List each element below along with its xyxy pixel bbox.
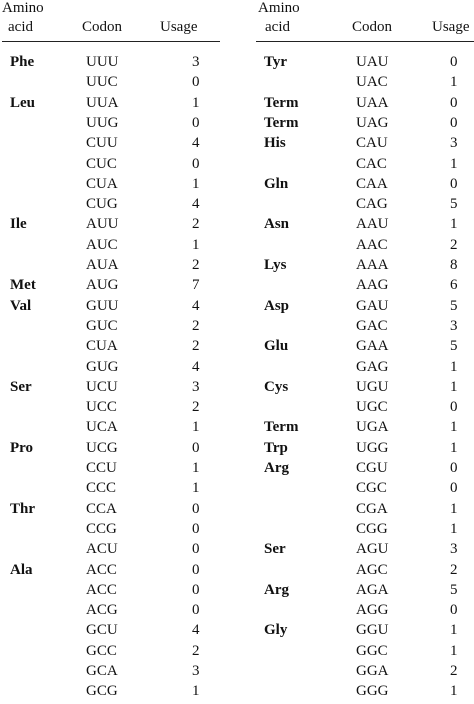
right-table-row: [0, 519, 474, 539]
codon-cell: UUU: [86, 54, 119, 70]
usage-cell: 1: [450, 419, 458, 436]
codon-cell: AGA: [356, 581, 389, 598]
amino-acid-cell: Pro: [10, 439, 34, 456]
codon-cell: CUU: [86, 135, 118, 152]
usage-cell: 2: [450, 236, 458, 253]
right-header-codon: Codon: [352, 19, 393, 35]
right-table-row: [0, 560, 474, 580]
usage-cell: 2: [192, 216, 200, 233]
codon-cell: UUA: [86, 94, 119, 111]
right-table-row: [0, 641, 474, 661]
usage-cell: 0: [192, 114, 200, 131]
codon-cell: GAC: [356, 317, 388, 334]
amino-acid-cell: Phe: [10, 54, 35, 70]
usage-cell: 0: [450, 480, 458, 497]
usage-cell: 1: [192, 683, 200, 700]
codon-cell: GCA: [86, 663, 118, 679]
usage-cell: 7: [192, 277, 200, 294]
codon-cell: GCG: [86, 683, 118, 700]
codon-cell: GGG: [356, 683, 389, 700]
amino-acid-cell: Gly: [264, 622, 288, 639]
codon-cell: CCU: [86, 460, 117, 476]
codon-cell: ACC: [86, 561, 117, 578]
codon-cell: AUC: [86, 236, 118, 253]
amino-acid-cell: Arg: [264, 581, 289, 598]
usage-cell: 0: [192, 74, 200, 91]
codon-cell: AAU: [356, 216, 389, 233]
usage-cell: 1: [450, 500, 458, 517]
right-table-row: [0, 214, 474, 234]
usage-cell: 3: [450, 541, 458, 558]
codon-cell: AUA: [86, 257, 119, 273]
usage-cell: 0: [450, 602, 458, 619]
codon-cell: UGA: [356, 419, 389, 436]
codon-cell: CAC: [356, 155, 387, 172]
amino-acid-cell: Tyr: [264, 54, 288, 70]
codon-cell: UGC: [356, 399, 388, 416]
codon-cell: UCC: [86, 399, 117, 416]
codon-cell: GCC: [86, 642, 117, 659]
usage-cell: 3: [192, 378, 200, 395]
right-table-row: [0, 93, 474, 113]
right-table-row: [0, 316, 474, 336]
right-table-row: [0, 438, 474, 458]
codon-cell: AGG: [356, 602, 389, 619]
amino-acid-cell: Term: [264, 94, 299, 111]
amino-acid-cell: Trp: [264, 439, 288, 456]
codon-cell: ACG: [86, 602, 118, 619]
usage-cell: 0: [192, 500, 200, 517]
usage-cell: 1: [450, 622, 458, 639]
right-table-row: [0, 397, 474, 417]
codon-cell: GUG: [86, 358, 119, 375]
usage-cell: 6: [450, 277, 458, 294]
right-table-row: [0, 235, 474, 255]
usage-cell: 0: [192, 520, 200, 537]
amino-acid-cell: Asn: [264, 216, 290, 233]
usage-cell: 0: [450, 175, 458, 192]
codon-cell: GUC: [86, 317, 118, 334]
codon-cell: ACC: [86, 581, 117, 598]
left-header-rule: [2, 41, 220, 42]
codon-cell: AUU: [86, 216, 119, 233]
codon-cell: AAC: [356, 236, 388, 253]
right-table-row: [0, 458, 474, 478]
usage-cell: 1: [450, 642, 458, 659]
usage-cell: 5: [450, 297, 458, 314]
amino-acid-cell: Glu: [264, 338, 289, 355]
codon-cell: CUG: [86, 196, 118, 213]
right-table-row: [0, 620, 474, 640]
codon-cell: UUC: [86, 74, 118, 91]
usage-cell: 2: [192, 338, 200, 355]
usage-cell: 4: [192, 358, 200, 375]
left-header-amino: Amino: [2, 0, 44, 16]
codon-cell: GAU: [356, 297, 389, 314]
codon-cell: UGG: [356, 439, 389, 456]
right-header-usage: Usage: [432, 19, 470, 35]
usage-cell: 5: [450, 196, 458, 213]
right-table-row: [0, 154, 474, 174]
codon-cell: CAA: [356, 175, 388, 192]
amino-acid-cell: Lys: [264, 257, 287, 273]
amino-acid-cell: Leu: [10, 94, 36, 111]
amino-acid-cell: His: [264, 135, 286, 152]
usage-cell: 1: [450, 520, 458, 537]
usage-cell: 0: [450, 399, 458, 416]
amino-acid-cell: Term: [264, 419, 299, 436]
right-table-row: [0, 377, 474, 397]
usage-cell: 8: [450, 257, 458, 273]
codon-cell: CUA: [86, 338, 118, 355]
amino-acid-cell: Ser: [10, 378, 32, 395]
codon-cell: UAC: [356, 74, 388, 91]
codon-cell: CGU: [356, 460, 388, 476]
codon-cell: UAU: [356, 54, 389, 70]
amino-acid-cell: Thr: [10, 500, 36, 517]
usage-cell: 1: [450, 216, 458, 233]
right-table-row: [0, 52, 474, 72]
usage-cell: 1: [450, 439, 458, 456]
codon-cell: GGA: [356, 663, 389, 679]
usage-cell: 1: [192, 419, 200, 436]
codon-cell: CGA: [356, 500, 388, 517]
codon-cell: CUA: [86, 175, 118, 192]
usage-cell: 0: [192, 602, 200, 619]
right-table-row: [0, 255, 474, 275]
right-table-row: [0, 499, 474, 519]
amino-acid-cell: Gln: [264, 175, 289, 192]
usage-cell: 0: [450, 54, 458, 70]
codon-cell: AGU: [356, 541, 389, 558]
right-table-row: [0, 113, 474, 133]
codon-cell: UUG: [86, 114, 119, 131]
right-table-row: [0, 681, 474, 701]
codon-cell: CGG: [356, 520, 388, 537]
left-header-codon: Codon: [82, 19, 123, 35]
amino-acid-cell: Val: [10, 297, 32, 314]
usage-cell: 1: [450, 378, 458, 395]
right-table-row: [0, 133, 474, 153]
usage-cell: 1: [450, 683, 458, 700]
codon-cell: GAG: [356, 358, 389, 375]
usage-cell: 2: [450, 561, 458, 578]
right-table-row: [0, 174, 474, 194]
usage-cell: 0: [450, 114, 458, 131]
usage-cell: 0: [192, 561, 200, 578]
usage-cell: 3: [192, 663, 200, 679]
usage-cell: 0: [450, 460, 458, 476]
usage-cell: 3: [450, 317, 458, 334]
right-table-row: [0, 580, 474, 600]
codon-cell: GAA: [356, 338, 389, 355]
codon-cell: CUC: [86, 155, 117, 172]
usage-cell: 4: [192, 196, 200, 213]
codon-cell: UCG: [86, 439, 118, 456]
amino-acid-cell: Ala: [10, 561, 33, 578]
codon-cell: UCU: [86, 378, 118, 395]
right-table-row: [0, 539, 474, 559]
usage-cell: 2: [192, 399, 200, 416]
codon-cell: CAG: [356, 196, 388, 213]
codon-cell: UCA: [86, 419, 118, 436]
usage-cell: 0: [192, 155, 200, 172]
usage-cell: 1: [450, 155, 458, 172]
codon-cell: AAA: [356, 257, 389, 273]
codon-cell: CAU: [356, 135, 388, 152]
codon-cell: CCA: [86, 500, 117, 517]
usage-cell: 1: [192, 94, 200, 111]
usage-cell: 2: [192, 257, 200, 273]
codon-cell: AGC: [356, 561, 388, 578]
right-header-acid: acid: [265, 19, 290, 35]
usage-cell: 2: [192, 642, 200, 659]
codon-cell: ACU: [86, 541, 118, 558]
usage-cell: 1: [192, 175, 200, 192]
codon-cell: UAA: [356, 94, 389, 111]
right-table-row: [0, 417, 474, 437]
amino-acid-cell: Arg: [264, 460, 289, 476]
amino-acid-cell: Cys: [264, 378, 289, 395]
codon-cell: GCU: [86, 622, 118, 639]
usage-cell: 1: [192, 236, 200, 253]
amino-acid-cell: Met: [10, 277, 36, 294]
amino-acid-cell: Ile: [10, 216, 27, 233]
left-header-usage: Usage: [160, 19, 198, 35]
codon-cell: CCC: [86, 480, 117, 497]
usage-cell: 0: [450, 94, 458, 111]
usage-cell: 1: [192, 460, 200, 476]
codon-cell: CGC: [356, 480, 387, 497]
usage-cell: 5: [450, 338, 458, 355]
right-table-row: [0, 478, 474, 498]
usage-cell: 3: [450, 135, 458, 152]
usage-cell: 0: [192, 439, 200, 456]
right-table-row: [0, 194, 474, 214]
right-table-row: [0, 336, 474, 356]
codon-cell: CCG: [86, 520, 117, 537]
right-table-row: [0, 72, 474, 92]
codon-cell: GGU: [356, 622, 389, 639]
right-header-rule: [256, 41, 474, 42]
usage-cell: 4: [192, 622, 200, 639]
usage-cell: 3: [192, 54, 200, 70]
amino-acid-cell: Term: [264, 114, 299, 131]
amino-acid-cell: Ser: [264, 541, 286, 558]
usage-cell: 5: [450, 581, 458, 598]
usage-cell: 1: [450, 358, 458, 375]
right-table-row: [0, 275, 474, 295]
amino-acid-cell: Asp: [264, 297, 290, 314]
codon-cell: AAG: [356, 277, 389, 294]
codon-cell: UGU: [356, 378, 389, 395]
right-table-row: [0, 296, 474, 316]
usage-cell: 2: [192, 317, 200, 334]
codon-cell: GUU: [86, 297, 119, 314]
usage-cell: 0: [192, 581, 200, 598]
usage-cell: 4: [192, 135, 200, 152]
usage-cell: 2: [450, 663, 458, 679]
right-table-row: [0, 661, 474, 681]
right-table-row: [0, 600, 474, 620]
left-header-acid: acid: [8, 19, 33, 35]
right-table-row: [0, 357, 474, 377]
codon-cell: UAG: [356, 114, 389, 131]
usage-cell: 0: [192, 541, 200, 558]
right-header-amino: Amino: [258, 0, 300, 16]
usage-cell: 1: [192, 480, 200, 497]
codon-cell: AUG: [86, 277, 119, 294]
codon-cell: GGC: [356, 642, 388, 659]
usage-cell: 4: [192, 297, 200, 314]
usage-cell: 1: [450, 74, 458, 91]
